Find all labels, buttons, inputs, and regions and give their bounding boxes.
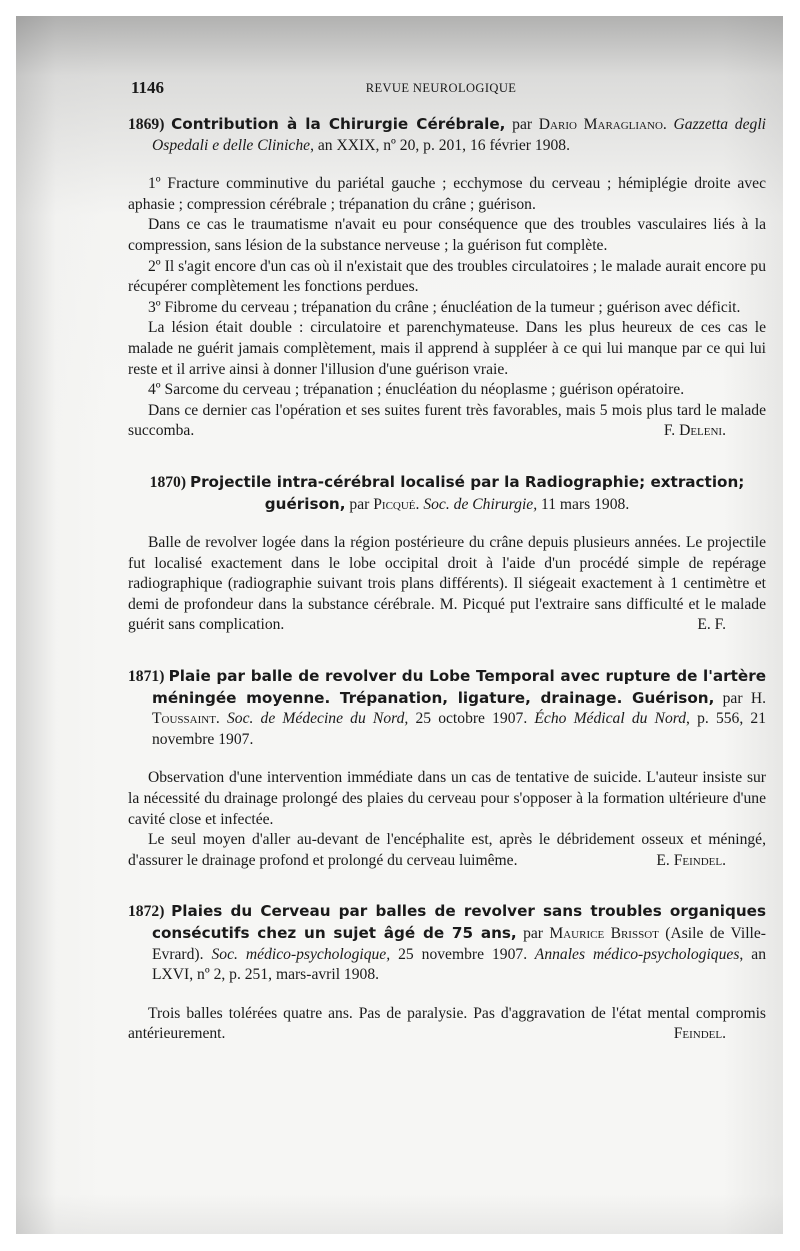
entry-heading [116, 901, 766, 985]
entry-author: Dario Maragliano. [538, 116, 667, 133]
by-label: par [714, 689, 751, 707]
signature: Feindel. [673, 1025, 726, 1043]
entry-source-journal-2: Annales médico-psychologiques [527, 945, 740, 963]
paragraph-text: Le seul moyen d'aller au-devant de l'encéphalite est, après le débridement osseux et méningé, d'assurer le drainage profond et prolongé du cerveau luimême. [128, 831, 766, 869]
by-label: par [505, 116, 539, 133]
signature: E. Feindel. [656, 851, 726, 869]
entry-title: Contribution à la Chirurgie Cérébrale, [171, 115, 506, 133]
paragraph: Dans ce cas le traumatisme n'avait eu pour conséquence que des troubles vasculaires liés à la compression, sans lésion de la substance nerveuse ; la guérison fut complète. [128, 216, 766, 254]
entry-affiliation: (Asile de Ville-Evrard). [152, 925, 766, 963]
entry-title: Plaie par balle de revolver du Lobe Temporal avec rupture de l'artère méningée moyenne. Trépanation, ligature, drainage. Guérison, [152, 667, 766, 707]
paragraph: 4º Sarcome du cerveau ; trépanation ; énucléation du néoplasme ; guérison opératoire. [148, 381, 685, 399]
by-label: par [345, 495, 374, 513]
entry-number: 1871) [128, 668, 165, 686]
entry-source-details-2: , an LXVI, nº 2, p. 251, mars-avril 1908. [152, 945, 766, 984]
paragraph: La lésion était double : circulatoire et parenchymateuse. Dans les plus heureux de ces cas le malade ne guérit jamais complètement, mais il apprend à suppléer à ce qui lui manque par ce qui lui reste et il arrive ainsi à donner l'illusion d'une guérison vraie. [128, 319, 766, 378]
entry-author: Picqué. [373, 495, 420, 513]
entry-source-details-2: , p. 556, 21 novembre 1907. [152, 710, 766, 748]
entry-source-details: 11 mars 1908. [537, 495, 630, 513]
paragraph: 2º Il s'agit encore d'un cas où il n'existait que des troubles circulatoires ; le malade aurait encore pu récupérer complètement les fonctions perdues. [128, 257, 766, 296]
entry-title: Projectile intra-cérébral localisé par la Radiographie; extraction; guérison, [189, 472, 745, 513]
entry-1871 [116, 666, 766, 871]
entry-source-journal: Soc. médico-psychologique, [203, 945, 391, 963]
page-number: 1146 [131, 78, 165, 97]
entry-1872 [116, 901, 766, 1045]
entry-source-journal: Gazzetta degli Ospedali e delle Cliniche [152, 116, 766, 154]
page-content [116, 78, 766, 1045]
paragraph-text: Trois balles tolérées quatre ans. Pas de paralysie. Pas d'aggravation de l'état mental compromis antérieurement. [128, 1004, 766, 1043]
entry-source-journal: Soc. de Chirurgie, [419, 495, 538, 513]
paragraph-text: Dans ce dernier cas l'opération et ses suites furent très favorables, mais 5 mois plus tard le malade succomba. [128, 401, 766, 440]
entry-heading [116, 114, 766, 156]
entry-number: 1870) [149, 473, 187, 491]
paragraph-with-signature [116, 533, 766, 636]
scanned-page [16, 16, 783, 1234]
signature: F. Deleni. [663, 422, 726, 440]
paragraph: 1º Fracture comminutive du pariétal gauche ; ecchymose du cerveau ; hémiplégie droite avec aphasie ; compression cérébrale ; trépanation du crâne ; guérison. [128, 175, 766, 213]
entry-source-details: 25 octobre 1907. [408, 710, 528, 728]
entry-heading [116, 666, 766, 750]
entry-title: Plaies du Cerveau par balles de revolver sans troubles organiques consécutifs chez un sujet âgé de 75 ans, [152, 902, 766, 942]
paragraph-with-signature [116, 401, 766, 442]
by-label: par [516, 925, 550, 942]
entry-source-journal: Soc. de Médecine du Nord, [219, 710, 409, 728]
journal-title: REVUE NEUROLOGIQUE [365, 81, 517, 95]
entry-1869 [116, 114, 766, 442]
paragraph-with-signature [116, 830, 766, 871]
paragraph: 3º Fibrome du cerveau ; trépanation du crâne ; énucléation de la tumeur ; guérison avec déficit. [148, 298, 741, 316]
entry-number: 1869) [128, 116, 165, 133]
entry-source-journal-2: Écho Médical du Nord [527, 710, 687, 728]
entry-author: H. Toussaint. [152, 689, 766, 728]
paragraph-with-signature [116, 1004, 766, 1045]
entry-1870 [116, 472, 766, 636]
paragraph: Observation d'une intervention immédiate dans un cas de tentative de suicide. L'auteur insiste sur la nécessité du drainage prolongé des plaies du cerveau pour s'opposer à la formation ultérieure d'une cavité close et infectée. [128, 769, 766, 828]
entry-source-details: 25 novembre 1907. [390, 945, 528, 963]
entry-source-details: , an XXIX, nº 20, p. 201, 16 février 1908. [310, 136, 570, 154]
entry-number: 1872) [128, 903, 165, 921]
running-head [116, 78, 766, 102]
signature: E. F. [697, 616, 726, 634]
entry-heading [116, 472, 766, 515]
entry-author: Maurice Brissot [549, 925, 659, 942]
paragraph-text: Balle de revolver logée dans la région postérieure du crâne depuis plusieurs années. Le projectile fut localisé exactement dans le lobe occipital droit à l'aide d'un procédé simple de repérage radiographique (radiographie suivant trois plans différents). Il siégeait exactement à 1 centimètre et demi de profondeur dans la substance cérébrale. M. Picqué put l'extraire sans difficulté et le malade guérit sans complication. [128, 534, 766, 634]
